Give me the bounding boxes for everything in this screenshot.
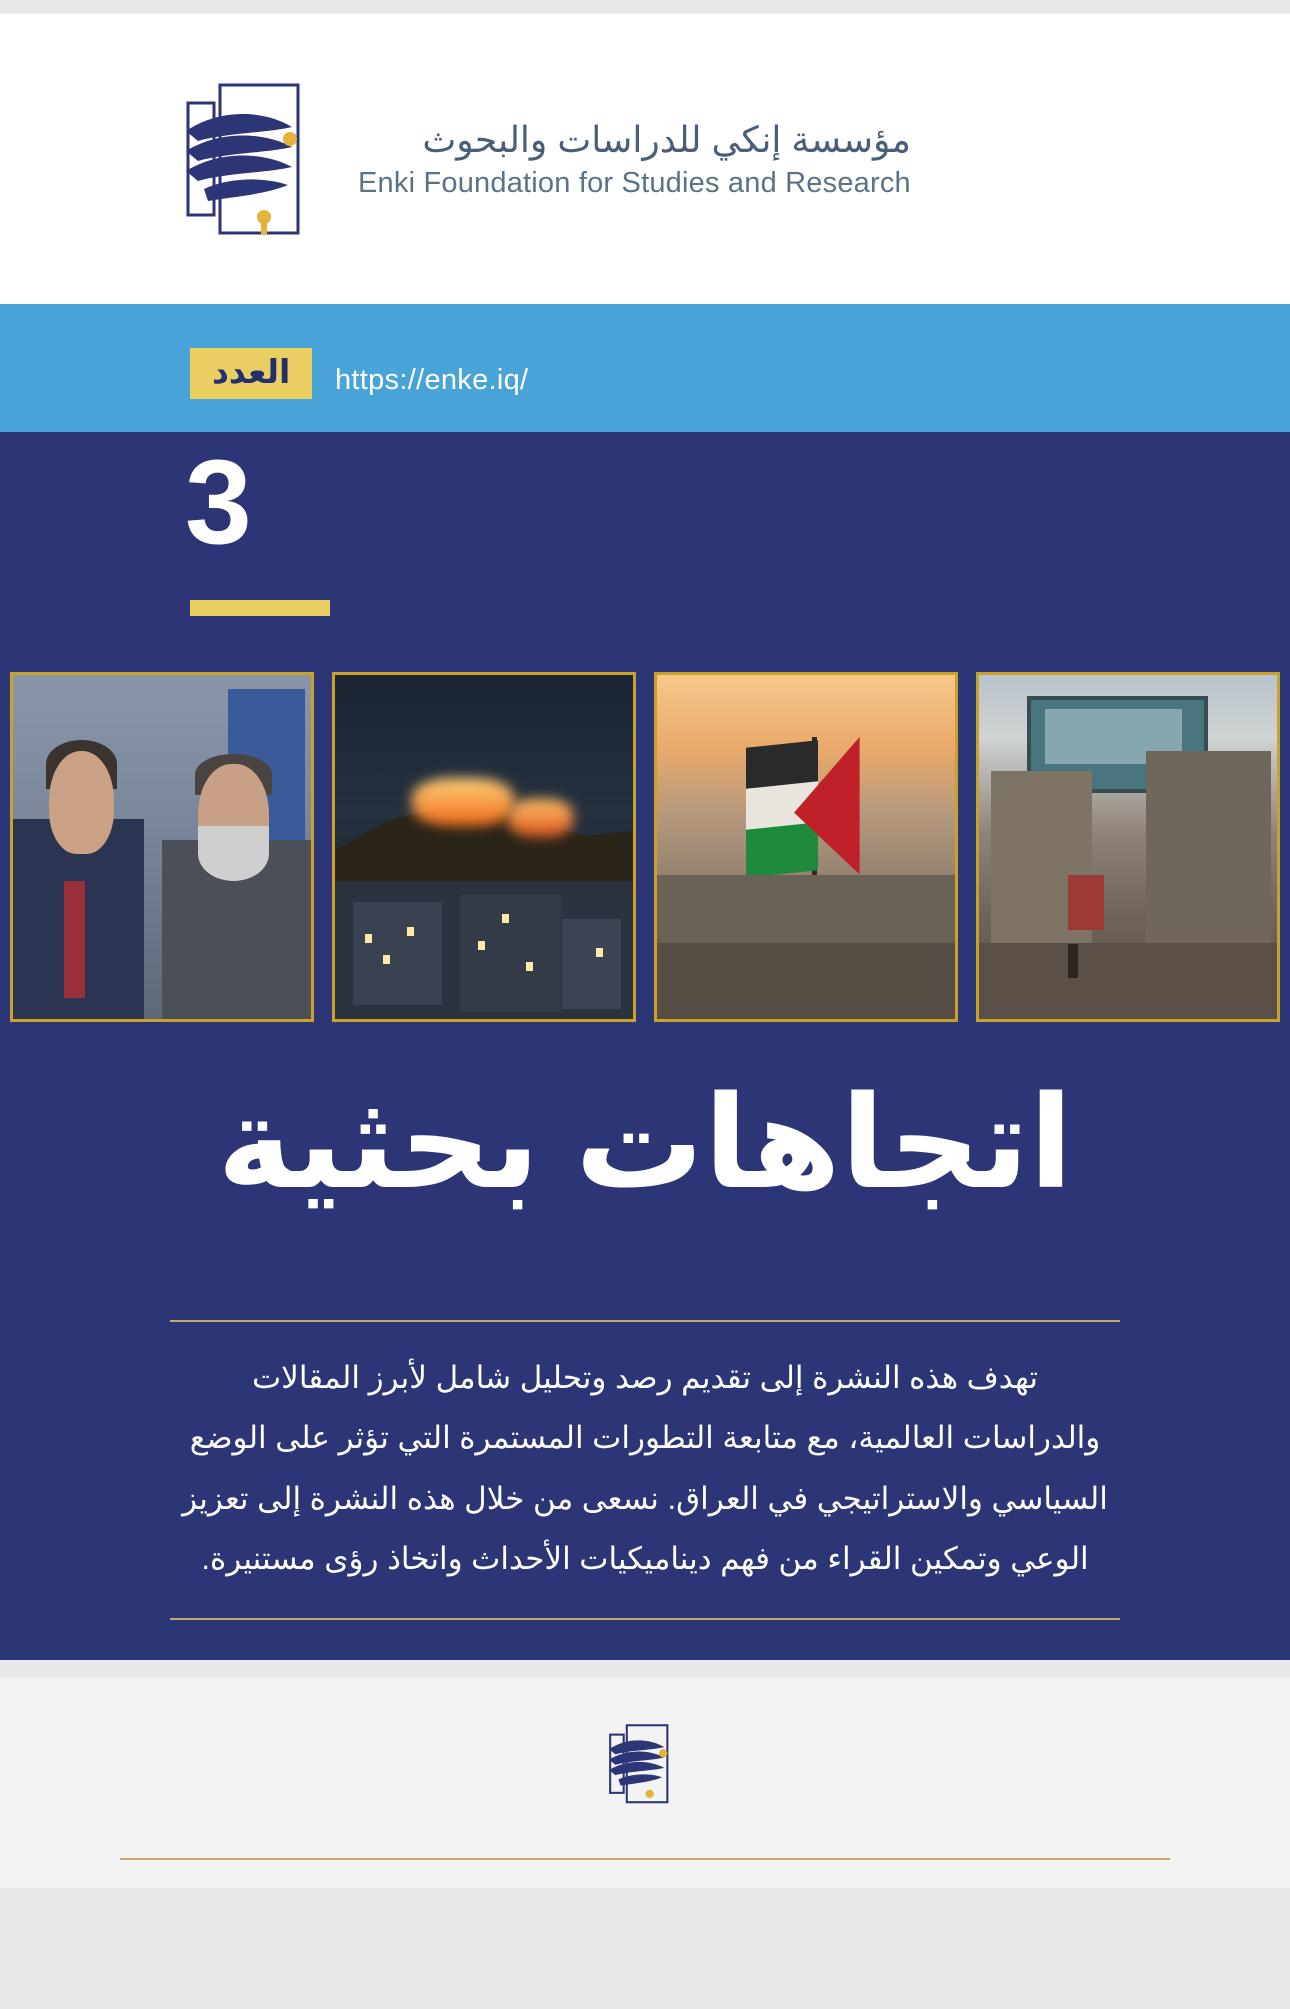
url-band bbox=[0, 304, 1290, 432]
footer bbox=[0, 1678, 1290, 1888]
photo-strip bbox=[0, 672, 1290, 1022]
website-url[interactable]: https://enke.iq/ bbox=[335, 364, 529, 396]
photo-destroyed-street bbox=[976, 672, 1280, 1022]
enki-logo-icon bbox=[180, 77, 330, 242]
issue-label-badge: العدد bbox=[190, 348, 312, 399]
organization-name-en: Enki Foundation for Studies and Research bbox=[358, 166, 911, 199]
bottom-spacer bbox=[0, 1660, 1290, 1678]
cover-body bbox=[0, 432, 1290, 1660]
page-title: اتجاهات بحثية bbox=[217, 1072, 1073, 1215]
issue-number-block bbox=[0, 432, 1290, 672]
abstract-text: تهدف هذه النشرة إلى تقديم رصد وتحليل شامل لأبرز المقالات والدراسات العالمية، مع متابعة التطورات المستمرة التي تؤثر على الوضع السياسي والاستراتيجي في العراق. نسعى من خلال هذه النشرة إلى تعزيز الوعي وتمكين القراء من فهم ديناميكيات الأحداث واتخاذ رؤى مستنيرة. bbox=[170, 1320, 1120, 1620]
photo-flag-over-rubble bbox=[654, 672, 958, 1022]
header bbox=[0, 14, 1290, 304]
logo-lockup bbox=[180, 77, 911, 242]
issue-number: 3 bbox=[185, 435, 250, 569]
footer-divider bbox=[120, 1858, 1170, 1860]
logo-text-block bbox=[358, 119, 911, 200]
footer-logo-icon bbox=[606, 1720, 684, 1813]
photo-two-officials bbox=[10, 672, 314, 1022]
photo-wildfire-night bbox=[332, 672, 636, 1022]
issue-number-underline bbox=[190, 600, 330, 616]
organization-name-ar: مؤسسة إنكي للدراسات والبحوث bbox=[422, 118, 911, 160]
top-spacer bbox=[0, 0, 1290, 14]
